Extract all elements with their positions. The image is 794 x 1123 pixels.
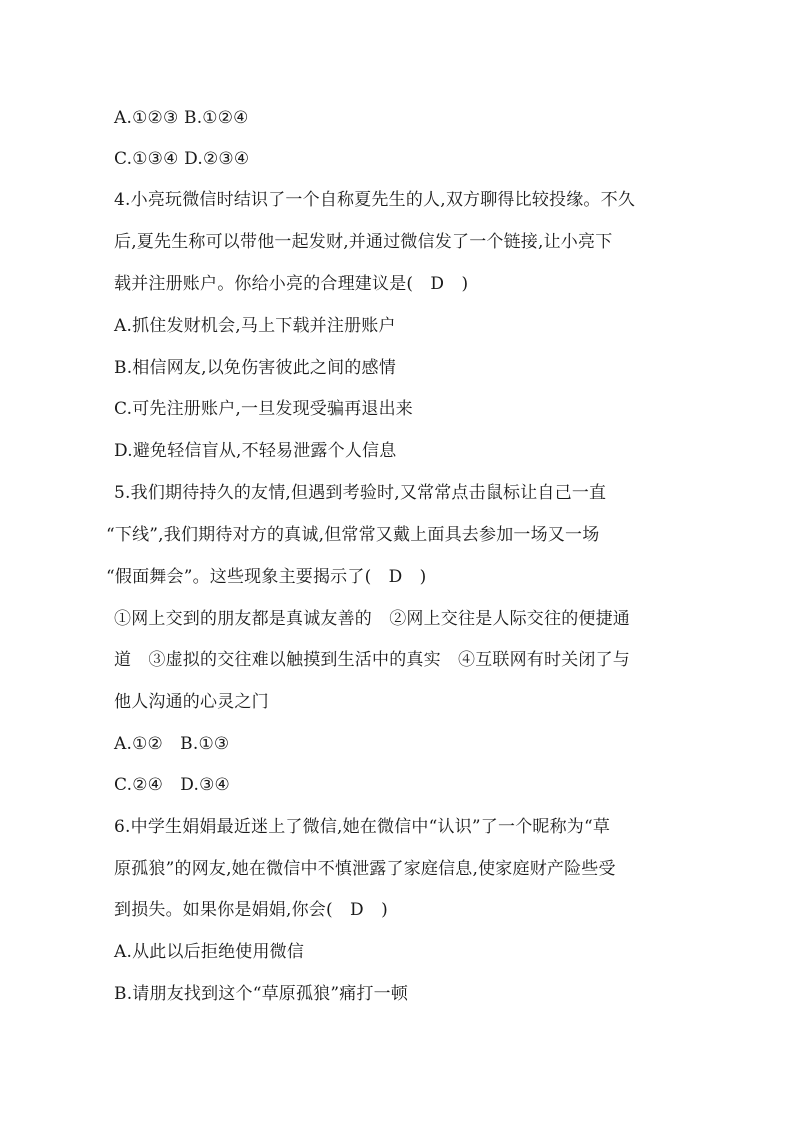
q6-stem-line-3: 到损失。如果你是娟娟,你会( D ) (114, 900, 388, 920)
q5-statements-line-2: 道 ③虚拟的交往难以触摸到生活中的真实 ④互联网有时关闭了与 (114, 650, 630, 670)
q3-options-ab: A.①②③ B.①②④ (114, 108, 249, 128)
q4-stem-line-3: 载并注册账户。你给小亮的合理建议是( D ) (114, 274, 469, 294)
q6-stem-line-2: 原孤狼”的网友,她在微信中不慎泄露了家庭信息,使家庭财产险些受 (114, 859, 616, 879)
q5-stem-line-1: 5.我们期待持久的友情,但遇到考验时,又常常点击鼠标让自己一直 (114, 483, 607, 503)
q5-statements-line-1: ①网上交到的朋友都是真诚友善的 ②网上交往是人际交往的便捷通 (114, 609, 630, 629)
q6-option-a: A.从此以后拒绝使用微信 (114, 942, 305, 962)
q5-stem-line-3: “假面舞会”。这些现象主要揭示了( D ) (106, 567, 427, 587)
q4-stem-line-2: 后,夏先生称可以带他一起发财,并通过微信发了一个链接,让小亮下 (114, 232, 613, 252)
q6-option-b: B.请朋友找到这个“草原孤狼”痛打一顿 (114, 984, 409, 1004)
q5-options-cd: C.②④ D.③④ (114, 775, 230, 795)
q4-stem-line-1: 4.小亮玩微信时结识了一个自称夏先生的人,双方聊得比较投缘。不久 (114, 190, 636, 210)
q4-option-a: A.抓住发财机会,马上下载并注册账户 (114, 316, 396, 336)
q4-option-b: B.相信网友,以免伤害彼此之间的感情 (114, 358, 396, 378)
q5-options-ab: A.①② B.①③ (114, 734, 230, 754)
q4-option-d: D.避免轻信盲从,不轻易泄露个人信息 (114, 441, 397, 461)
q3-options-cd: C.①③④ D.②③④ (114, 149, 250, 169)
q6-stem-line-1: 6.中学生娟娟最近迷上了微信,她在微信中“认识”了一个昵称为“草 (114, 817, 611, 837)
q5-stem-line-2: “下线”,我们期待对方的真诚,但常常又戴上面具去参加一场又一场 (106, 525, 600, 545)
q5-statements-line-3: 他人沟通的心灵之门 (114, 692, 269, 712)
q4-option-c: C.可先注册账户,一旦发现受骗再退出来 (114, 399, 414, 419)
